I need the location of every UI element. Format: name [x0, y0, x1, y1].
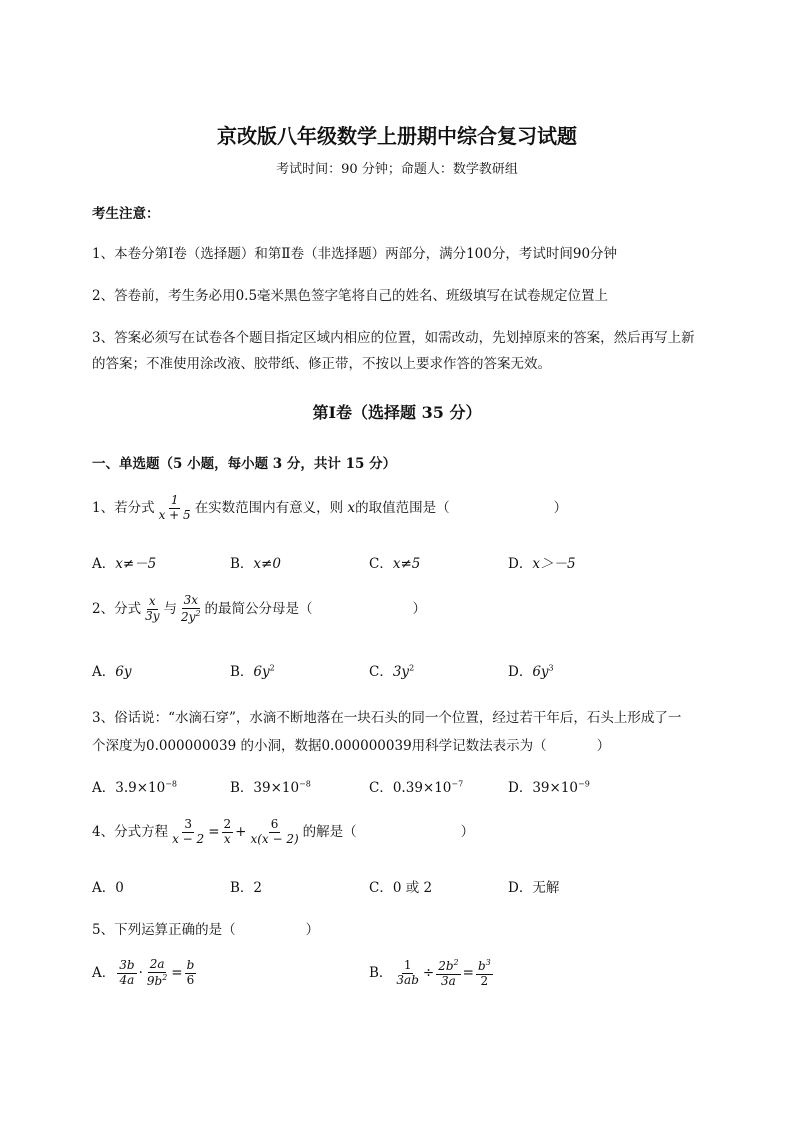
option-text: 6y: [253, 664, 270, 680]
q2-f2-den-base: 2y: [181, 609, 196, 624]
q2-option-b[interactable]: [230, 660, 275, 680]
q5a-eq: =: [171, 964, 183, 981]
q1-option-c[interactable]: [369, 552, 420, 572]
q5b-frac-2: [436, 958, 460, 989]
q3-close: ）: [596, 738, 611, 754]
q5a-frac-1: [117, 959, 136, 988]
option-text: 0.39×10: [392, 780, 452, 796]
q1-option-d[interactable]: [508, 552, 576, 572]
notice-item-2: 2、答卷前，考生务必用0.5毫米黑色签字笔将自己的姓名、班级填写在试卷规定位置上: [92, 288, 609, 304]
option-label: C．: [369, 556, 393, 572]
option-text: 0 或 2: [392, 880, 433, 896]
q4-suffix: 的解是（: [302, 823, 357, 840]
notice-item-3: 3、答案必须写在试卷各个题目指定区域内相应的位置，如需改动，先划掉原来的答案，然后再写上新: [92, 330, 695, 346]
notice-item-1: 1、本卷分第Ⅰ卷（选择题）和第Ⅱ卷（非选择题）两部分，满分100分，考试时间90分钟: [92, 246, 618, 262]
option-label: A．: [92, 556, 116, 572]
option-exp: −8: [299, 779, 311, 789]
q2-option-d[interactable]: [508, 660, 554, 680]
q1-mid: 在实数范围内有意义，则: [194, 499, 344, 516]
q3-option-b[interactable]: [230, 776, 311, 796]
q1-num: 1: [170, 493, 179, 507]
q5b-n1: 1: [403, 958, 412, 972]
q2-prefix: 2、分式: [92, 600, 142, 617]
q1-var: x: [347, 499, 356, 516]
question-3-line-2: [92, 734, 610, 754]
q2-fraction-1: [143, 595, 161, 624]
option-label: D．: [508, 780, 533, 796]
option-label: D．: [508, 664, 533, 680]
question-1: [92, 494, 567, 523]
option-label: C．: [369, 880, 393, 896]
question-2: [92, 594, 426, 625]
q2-option-c[interactable]: [369, 660, 414, 680]
q1-option-a[interactable]: [92, 552, 156, 572]
q2-close: ）: [412, 600, 427, 617]
q5b-d2: 3a: [441, 973, 456, 988]
q1-suffix: 的取值范围是（: [355, 499, 450, 516]
q4-option-d[interactable]: [508, 876, 559, 896]
q4-option-c[interactable]: [369, 876, 432, 896]
q1-close: ）: [553, 499, 568, 516]
q4-close: ）: [460, 823, 475, 840]
q5-close: ）: [305, 922, 320, 938]
q5b-op: ÷: [422, 964, 435, 981]
q4-fraction-b: [222, 818, 234, 847]
q4-fraction-a: [170, 818, 206, 847]
q5b-frac-3: [476, 958, 493, 989]
section1-title: 一、单选题（5 小题，每小题 3 分，共计 15 分）: [92, 456, 397, 472]
q5b-eq: =: [462, 964, 474, 981]
q4-option-a[interactable]: [92, 876, 124, 896]
option-text: 2: [253, 880, 263, 896]
option-exp: −7: [451, 779, 464, 789]
q5a-d3: 6: [186, 972, 195, 987]
q1-option-b[interactable]: [230, 552, 281, 572]
option-text: 39×10: [532, 780, 578, 796]
option-text: 39×10: [253, 780, 300, 796]
exam-subtitle: 考试时间：90 分钟；命题人：数学教研组: [276, 162, 518, 177]
q2-f1-num: x: [148, 594, 156, 608]
q2-f2-den-exp: 2: [195, 608, 201, 618]
question-4: [92, 818, 474, 847]
q2-f2-num: 3x: [183, 593, 198, 607]
option-label: C．: [369, 664, 393, 680]
notice-heading: 考生注意：: [92, 206, 160, 222]
option-exp: −9: [578, 779, 590, 789]
q5b-n2-exp: 2: [453, 958, 459, 967]
option-label: D．: [508, 556, 533, 572]
q5-option-b[interactable]: [369, 958, 495, 989]
q4-plus: +: [235, 823, 247, 840]
q1-fraction: [157, 494, 193, 523]
q5b-n2: [436, 958, 460, 975]
q2-option-a[interactable]: [92, 660, 131, 680]
q5a-n2: 2a: [149, 957, 165, 971]
option-text: 无解: [532, 880, 560, 896]
option-label: B．: [230, 664, 254, 680]
q5a-n1: 3b: [119, 958, 135, 972]
option-label: B．: [230, 556, 254, 572]
q5a-frac-2: [145, 958, 169, 989]
option-text: 6y: [532, 664, 549, 680]
option-exp: 3: [548, 663, 554, 673]
option-text: 3y: [392, 664, 410, 680]
option-label: B．: [230, 880, 254, 896]
q4-eq: =: [208, 823, 220, 840]
option-text: 3.9×10: [115, 780, 166, 796]
q5b-frac-1: [394, 959, 420, 988]
q5a-d2: [145, 973, 169, 989]
q1-den: x + 5: [158, 507, 191, 522]
option-label: B．: [230, 780, 254, 796]
q5a-d2-base: 9b: [146, 973, 163, 988]
q5b-n3-exp: 3: [485, 958, 491, 967]
q2-mid: 与: [163, 600, 178, 617]
q2-f2-den: [179, 609, 203, 625]
q3-line2-text: 个深度为0.000000039 的小洞，数据0.000000039用科学记数法表示为（: [92, 738, 547, 754]
q4-prefix: 4、分式方程: [92, 823, 169, 840]
q2-f1-den: 3y: [145, 608, 160, 623]
q5a-frac-3: [185, 959, 197, 988]
notice-item-3-cont: 的答案；不准使用涂改液、胶带纸、修正带，不按以上要求作答的答案无效。: [92, 356, 551, 372]
option-text: x≠5: [392, 556, 421, 572]
q3-option-d[interactable]: [508, 776, 590, 796]
q5-prefix: 5、下列运算正确的是（: [92, 922, 236, 938]
q4-fraction-c: [248, 818, 300, 847]
option-label: A．: [92, 664, 116, 680]
q4-option-b[interactable]: [230, 876, 262, 896]
option-text: x≠0: [253, 556, 281, 572]
option-label: A．: [92, 964, 116, 981]
q5b-n3: [476, 958, 493, 975]
question-5: [92, 918, 319, 938]
q4-a-den: x − 2: [172, 831, 205, 846]
page-title: 京改版八年级数学上册期中综合复习试题: [217, 124, 577, 148]
option-exp: −8: [165, 779, 178, 789]
q5a-d2-exp: 2: [162, 972, 168, 982]
option-text: 6y: [115, 664, 132, 680]
q4-b-num: 2: [223, 817, 232, 831]
q5b-d3: 2: [480, 973, 489, 988]
q2-fraction-2: [179, 594, 203, 625]
q5a-n3: b: [186, 958, 195, 972]
option-label: C．: [369, 780, 393, 796]
option-text: 0: [115, 880, 124, 896]
q5b-d1: 3ab: [396, 972, 419, 987]
q5-option-a[interactable]: A． $\frac{3b}{4a}$ · $\frac{2a}{9b^2}$ = $\frac{b}{6}$: [92, 957, 195, 988]
option-exp: 2: [269, 663, 275, 673]
q5a-d1: 4a: [119, 972, 135, 987]
option-exp: 2: [409, 663, 415, 673]
option-label: A．: [92, 880, 116, 896]
option-label: A．: [92, 780, 116, 796]
q5b-n2-base: 2b: [438, 959, 454, 973]
q5b-n3-base: b: [477, 959, 486, 973]
q4-a-num: 3: [184, 817, 192, 831]
q4-c-den: x(x − 2): [250, 831, 299, 846]
option-label: B．: [369, 964, 393, 981]
question-3-line-1: 3、俗话说：“水滴石穿”，水滴不断地落在一块石头的同一个位置，经过若干年后，石头上形成了一: [92, 710, 682, 726]
q3-option-c[interactable]: [369, 776, 463, 796]
q4-b-den: x: [223, 831, 231, 846]
q3-option-a[interactable]: [92, 776, 177, 796]
option-text: x≠－5: [115, 556, 157, 572]
q1-prefix: 1、若分式: [92, 499, 155, 516]
q2-suffix: 的最简公分母是（: [204, 600, 313, 617]
q4-c-num: 6: [270, 817, 279, 831]
part1-title: 第Ⅰ卷（选择题 35 分）: [312, 403, 482, 422]
option-label: D．: [508, 880, 533, 896]
option-text: x＞－5: [532, 556, 576, 572]
